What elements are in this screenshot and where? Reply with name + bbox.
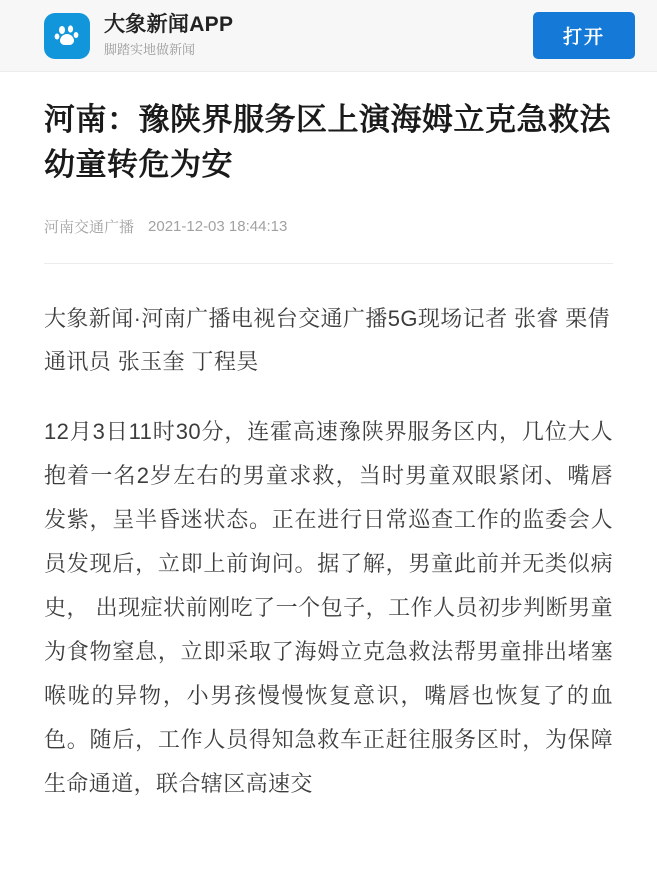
- app-subtitle: 脚踏实地做新闻: [104, 41, 196, 57]
- article-lede: 大象新闻·河南广播电视台交通广播5G现场记者 张睿 栗倩 通讯员 张玉奎 丁程昊: [44, 305, 611, 374]
- article-body-paragraph: 12月3日11时30分，连霍高速豫陕界服务区内，几位大人抱着一名2岁左右的男童求救，当时男童双眼紧闭、嘴唇发紫，呈半昏迷状态。正在进行日常巡查工作的监委会人员发现后，立即上前询问。据了解，男童此前并无类似病史， 出现症状前刚吃了一个包子，工作人员初步判断男童为食物窒息，立即采取了海姆立克急救法帮男童排出堵塞喉咙的异物，小男孩慢慢恢复意识，嘴唇也恢复了的血色。随后，工作人员得知急救车正赶往服务区时，为保障生命通道，联合辖区高速交: [44, 418, 613, 796]
- article-byline: [44, 216, 613, 237]
- app-logo-icon: [44, 13, 90, 59]
- app-title: 大象新闻APP: [104, 12, 234, 36]
- article-timestamp: 2021-12-03 18:44:13: [148, 217, 288, 235]
- open-app-button[interactable]: 打开: [533, 12, 635, 59]
- article-container: [0, 72, 657, 806]
- app-meta: [104, 12, 533, 60]
- byline-divider: [44, 263, 613, 264]
- app-promo-bar: [0, 0, 657, 72]
- article-source: 河南交通广播: [44, 218, 135, 236]
- article-headline: 河南：豫陕界服务区上演海姆立克急救法 幼童转危为安: [44, 102, 611, 182]
